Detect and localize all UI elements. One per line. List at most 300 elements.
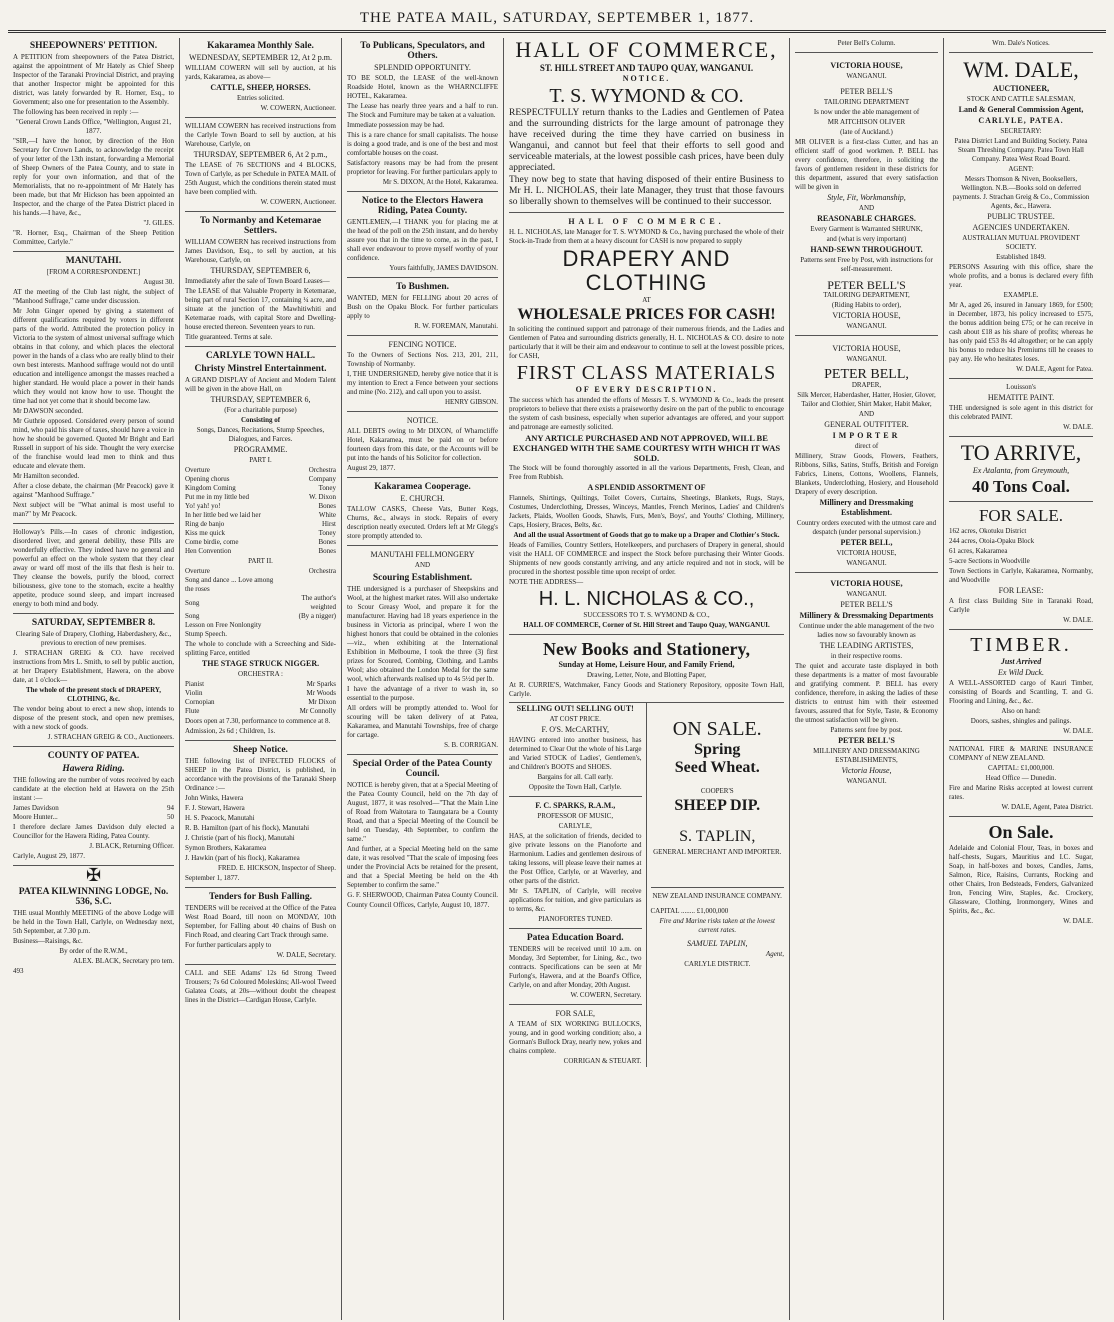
manutahi-paragraph: After a close debate, the chairman (Mr Peacock) gave it against "Manhood Suffrage." [13,482,174,499]
sparks-prof: PROFESSOR OF MUSIC, [537,812,614,820]
publicans-paragraph: Satisfactory reasons may be had from the present proprietor for leaving. For further particulars apply to [347,159,498,176]
column-4 [504,38,790,1320]
cooperage-title: Kakaramea Cooperage. [374,482,471,492]
auctioneer: AUCTIONEER, [992,84,1050,93]
normanby-after: Immediately after the sale of Town Board Leases— [185,277,330,285]
divider [347,477,498,478]
electors-sign: Yours faithfully, JAMES DAVIDSON. [389,264,498,272]
peter-bells: PETER BELL'S [838,736,895,745]
divider [509,212,784,213]
council-sign: G. F. SHERWOOD, Chairman Patea County Council. [347,891,498,899]
fellmongery-and: AND [414,561,431,569]
columns [8,38,1106,1320]
successors: SUCCESSORS TO T. S. WYMOND & CO., [583,611,710,619]
table-row [185,594,336,612]
instrument: Cornopian [185,698,215,706]
divider [185,964,336,965]
fellmongery-paragraph: All orders will be promptly attended to. Wool for scouring will be taken delivery of at Patea, Kakaramea, and Manutahi Townships, free of charge for cartage. [347,704,498,739]
council-title: Special Order of the Patea County Council. [352,759,493,779]
wymond-name: T. S. WYMOND & CO. [549,85,744,107]
cooperage-name: E. CHURCH. [400,494,445,503]
sheep-notice-body: THE following list of INFECTED FLOCKS of SHEEP in the Patea District, is published, in accordance with the provisions of the Taranaki Sheep Ordinance :— [185,757,336,792]
townhall-title: CARLYLE TOWN HALL. [205,351,316,361]
strachan-sign: J. STRACHAN GREIG & CO., Auctioneers. [47,733,174,741]
samuel-taplin: SAMUEL TAPLIN, [686,939,748,948]
divider [651,887,785,888]
aitchison-late: (late of Auckland.) [840,128,893,136]
kakaramea-sign: W. COWERN, Auctioneer. [260,104,336,112]
county-title: COUNTY OF PATEA. [47,751,140,761]
candidate-votes: 50 [167,813,174,821]
divider [795,572,938,573]
capital-value: £1,000,000 [696,907,729,915]
forsale-body: A TEAM of SIX WORKING BULLOCKS, young, and in good working condition; also, a Gorman's Bullock Dray, nearly new, yokes and chains complete. [509,1020,642,1055]
list-item: John Winks, Hawera [185,794,244,802]
programme-performer: W. Dixon [309,493,336,501]
nz-insurance: NEW ZEALAND INSURANCE COMPANY. [652,892,782,900]
table-row [185,529,336,538]
divider [949,378,1093,379]
sparks-body: HAS, at the solicitation of friends, decided to give private lessons on the Pianoforte and Harmonium. Ladies and gentlemen desirous of taking lessons, will please leave their names at the Post Office, Carlyle, or at Waverley, and other parts of the district. [509,832,642,885]
selling-title: SELLING OUT! SELLING OUT! [516,704,634,713]
on-sale-heading: On Sale. [988,822,1054,842]
sparks-tuned: PIANOFORTES TUNED. [538,915,613,923]
doors-sashes: Doors, sashes, shingles and palings. [970,717,1072,725]
council-office: County Council Offices, Carlyle, August 10, 1877. [347,901,490,909]
wanganui: WANGANUI. [846,777,887,785]
electors-body: GENTLEMEN,—I THANK you for placing me at the head of the poll on the 25th instant, and do hereby assure you that in the time to come, as in the past, I shall ever endeavour to prove myself worthy of your confidence. [347,218,498,262]
kakaramea-entries: Entries solicited. [236,94,285,102]
just-arrived: Just Arrived [1000,657,1042,666]
fire-marine: Fire and Marine risks taken at the lowest current rates. [659,917,775,934]
divider [347,191,498,192]
education-title: Patea Education Board. [526,933,624,943]
reasonable-charges: REASONABLE CHARGES. [817,214,916,223]
sheep-dip-heading: SHEEP DIP. [674,797,761,814]
divider [13,251,174,252]
list-item: Symon Brothers, Kakaramea [185,844,267,852]
lodge-business: Business—Raisings, &c. [13,937,83,945]
notice-date: August 29, 1877. [347,464,396,472]
fellmongery-sign: S. B. CORRIGAN. [444,741,498,749]
success-text: The success which has attended the efforts of Messrs T. S. WYMOND & Co., leads the present proprietors to believe that there exists a praiseworthy desire on the part of the public to encourage the system of cash business, especially when superior advantages are offered, and your support and patronage are earnestly solicited. [509,396,784,431]
votes-table [13,804,174,822]
divider [795,52,938,53]
table-row [185,547,336,556]
dale-agent: W. DALE, Agent, Patea District. [1001,803,1093,811]
lower-split [509,702,784,1067]
letter-to: "R. Horner, Esq., Chairman of the Sheep Petition Committee, Carlyle." [13,229,174,246]
first-class-heading: FIRST CLASS MATERIALS [516,362,777,384]
manutahi-paragraph: AT the meeting of the Club last night, the subject of "Manhood Suffrage," came under discussion. [13,288,174,305]
kakaramea-items: CATTLE, SHEEP, HORSES. [210,83,311,92]
quiet-taste: The quiet and accurate taste displayed in both these departments is a matter of most favourable and gratifying comment. P. BELL has every confidence, therefore, in asking the ladies of these districts to entrust him with their esteemed favours, assured that for Style, Taste, & Economy the utmost satisfaction will be given. [795,662,938,724]
bush-title: Tenders for Bush Falling. [209,892,312,902]
education-sign: W. COWERN, Secretary. [570,991,642,999]
dale-agent: W. DALE, Agent for Patea. [1016,365,1093,373]
cowern-date: THURSDAY, SEPTEMBER 6, At 2 p.m., [193,150,328,159]
louisson: Louisson's [1006,383,1036,391]
peter-column-title: Peter Bell's Column. [837,39,896,47]
programme-item: Stump Speech. [185,630,227,638]
hematite: HEMATITE PAINT. [987,393,1055,402]
fencing-sign: HENRY GIBSON. [444,398,498,406]
respective: in their respective rooms. [830,652,903,660]
manutahi-paragraph: Mr Hamilton seconded. [13,472,80,480]
timber-body: A WELL-ASSORTED cargo of Kauri Timber, consisting of Boards and Scantling, T. and G. Flooring and Lining, &c., &c. [949,679,1093,705]
fellmongery-body: THE undersigned is a purchaser of Sheepskins and Wool, at the highest market rates. Will also undertake to Scour Greasy Wool, and prepare it for the manufacturer. Having had 18 years experience in the business in Victoria as principal, where I won the highest honors that could be obtained in the colonies —viz., when exhibiting at the International Exhibition in Melbourne, I took the three (3) first prizes for Scoured, Combing, Clothing, and Lambs Wool; also obtained the London Medal for the same wool, which afterwards realised up to 4s 5½d per lb. [347,585,498,683]
forsale-title: FOR SALE, [555,1009,596,1018]
publicans-paragraph: Immediate possession may be had. [347,121,445,129]
programme-item: Kiss me quick [185,529,226,537]
list-item: 162 acres, Okotuku District [949,527,1027,535]
and-label: AND [858,410,875,418]
hematite-body: THE undersigned is sole agent in this district for this celebrated PAINT. [949,404,1093,421]
divider [185,740,336,741]
petition-intro: A PETITION from sheepowners of the Patea District, against the appointment of Mr Hately as Chief Sheep Inspector of the Taranaki Provincial District, and praying that another Inspector might be appointed for this district, was lately forwarded by R. Horner, Esq., to Government; also one for presentation to the Assembly. [13,53,174,106]
programme-performer: Bones [318,538,336,546]
programme-performer: Bones [318,502,336,510]
splendid-assortment: A SPLENDID ASSORTMENT OF [587,483,706,492]
programme-performer: Orchestra [308,466,336,474]
bushmen-body: WANTED, MEN for FELLING about 20 acres of Bush on the Opaku Block. For further particulars apply to [347,294,498,320]
taplin-sub: GENERAL MERCHANT AND IMPORTER. [653,848,782,856]
sparks-name: F. C. SPARKS, R.A.M., [535,801,616,810]
hawera-title: Hawera Riding. [62,764,125,774]
programme-item: Hen Convention [185,547,232,555]
victoria-house: VICTORIA HOUSE, [830,579,903,588]
patterns: Patterns sent Free by Post, with instructions for self-measurement. [800,256,933,273]
divider [949,436,1093,437]
for-lease: FOR LEASE: [998,586,1044,595]
every-description: OF EVERY DESCRIPTION. [575,385,718,394]
selling-sub: AT COST PRICE. [549,715,601,723]
programme-table [185,567,336,639]
lower-right [647,703,785,1067]
column-1 [8,38,180,1320]
fellmongery-title: MANUTAHI FELLMONGERY [370,550,475,559]
any-article: ANY ARTICLE PURCHASED AND NOT APPROVED, WILL BE EXCHANGED WITH THE SAME COURTESY WITH WHICH IT WAS SOLD. [512,433,781,463]
agent-list: Messrs Thomson & Niven, Booksellers, Wellington. N.B.—Books sold on deferred payments. J. Strachan Greig & Co., Commission Agents, &c., Hawera. [952,175,1090,210]
table-row [185,475,336,484]
general-outfitter: GENERAL OUTFITTER. [824,420,909,429]
letter-head: "General Crown Lands Office, "Wellington, August 21, 1877. [15,118,172,135]
fellmongery-paragraph: I have the advantage of a river to wash in, so essential to the purpose. [347,685,498,702]
letter-sign: "J. GILES. [143,219,174,227]
orchestra-title: ORCHESTRA : [238,670,283,678]
usual-assortment: And all the usual Assortment of Goods that go to make up a Draper and Clothier's Stock. [513,531,780,539]
education-body: TENDERS will be received until 10 a.m. on Monday, 3rd September, for Lining, &c., two contracts. Specifications can be seen at Mr Furlong's, Hawera, and at the Board's Office, Carlyle, on and after Monday, 20th August. [509,945,642,989]
table-row [185,502,336,511]
agencies: AGENCIES UNDERTAKEN. [972,223,1070,232]
opposite: Opposite the Town Hall, Carlyle. [528,783,622,791]
carlyle-district: CARLYLE DISTRICT. [684,960,751,968]
letter-body: "SIR,—I have the honor, by direction of the Hon Secretary for Crown Lands, to acknowledge the receipt of your letter of the 13th instant, forwarding a Memorial of Sheep Owners of the Patea County, and to state in reply for your own information, and that of the Memorialists, that no re-appointment of Mr Hately has been made, but that Mr Hickson has been appointed an Inspector, and the charge of the Patea District placed in his hands.—I have, &c., [13,137,174,217]
lodge-body: THE usual Monthly MEETING of the above Lodge will be held in the Town Hall, Carlyle, on Wednesday next, 5th September, at 7.30 p.m. [13,909,174,935]
style-fit: Style, Fit, Workmanship, [827,193,906,202]
tailoring-dept: TAILORING DEPARTMENT, [823,291,910,299]
minstrel-body: A GRAND DISPLAY of Ancient and Modern Talent will be given in the above Hall, on [185,376,336,393]
list-item: J. Hawkin (part of his flock), Kakaramea [185,854,300,862]
manutahi-paragraph: Mr DAWSON seconded. [13,407,84,415]
table-row [185,689,336,698]
books-sub: Sunday at Home, Leisure Hour, and Family Friend, [558,660,735,669]
lease-body: A first class Building Site in Taranaki Road, Carlyle [949,597,1093,614]
bush-body: TENDERS will be received at the Office of the Patea West Road Board, till noon on MONDAY, 10th September, for Falling about 40 chains of Bush on Finch Road, and clearing Cart Track through same. [185,904,336,939]
table-row [185,511,336,520]
draper: DRAPER, [851,381,882,389]
programme-item: Kingdom Coming [185,484,236,492]
peter-bell: PETER BELL, [824,367,909,382]
leading-artistes: THE LEADING ARTISTES, [819,641,914,650]
fencing-to: To the Owners of Sections Nos. 213, 201, 211, Township of Normanby. [347,351,498,368]
country-orders: Country orders executed with the utmost care and despatch (under personal supervision.) [796,519,937,536]
manutahi-date: August 30. [143,278,174,286]
sparks-town: CARLYLE, [558,822,592,830]
column-2 [180,38,342,1320]
books-title: New Books and Stationery, [542,639,751,659]
dale-sign: W. DALE. [1063,917,1093,925]
divider [949,740,1093,741]
public-trustee: PUBLIC TRUSTEE. [987,212,1055,221]
hand-sewn: HAND-SEWN THROUGHOUT. [810,245,923,254]
hall-title: HALL OF COMMERCE, [515,38,778,62]
programme-performer [282,621,336,630]
programme-end: The whole to conclude with a Screeching and Side-splitting Farce, entitled [185,640,336,657]
divider [949,52,1093,53]
forsale-sign: CORRIGAN & STEUART. [563,1057,642,1065]
also-hand: Also on hand: [1001,707,1041,715]
land-agent: Land & General Commission Agent, [958,105,1084,114]
minstrel-consisting: Consisting of [240,416,281,424]
publicans-body: TO BE SOLD, the LEASE of the well-known Roadside Hotel, known as the WHARNCLIFFE HOTEL, Kakaramea. [347,74,498,100]
lower-left [509,703,647,1067]
hall-subtitle: HALL OF COMMERCE. [568,217,725,226]
list-item: J. Christie (part of his flock), Manutahi [185,834,295,842]
list-item: 5-acre Sections in Woodville [949,557,1030,565]
importer: IMPORTER [832,431,901,440]
manutahi-correspondent: [FROM A CORRESPONDENT.] [46,268,141,276]
programme-item: Song [185,612,200,620]
divider [509,796,642,797]
divider [13,746,174,747]
manutahi-paragraph: Mr Guthrie opposed. Considered every person of sound mind, who paid his share of taxes, should have a voice in how he should be governed. Quoted Mr Bright and Earl Russell in support of his side. Thought the very exercise of the franchise would lead men to think and thus educate and elevate them. [13,417,174,470]
table-row [185,576,336,594]
tailoring: TAILORING DEPARTMENT [823,98,910,106]
programme-performer: Toney [318,529,336,537]
table-row [185,680,336,689]
victoria-house: VICTORIA HOUSE, [830,61,903,70]
list-item: R. B. Hamilton (part of his flock), Manutahi [185,824,310,832]
fencing-body: I, THE UNDERSIGNED, hereby give notice that it is my intention to Erect a Fence between your sections and mine (No. 212), and call upon you to assist. [347,370,498,396]
peter-bells: PETER BELL'S [840,600,893,609]
council-paragraph: And further, at a Special Meeting held on the same date, it was resolved "That the scale of imposing fees under the Provincial Acts be retained for the present, and that a Special Meeting be held on the 4th September to confirm the same." [347,845,498,889]
millinery-dress: Millinery and Dressmaking Establishment. [819,498,914,517]
normanby-date: THURSDAY, SEPTEMBER 6, [210,266,311,275]
minstrel-charity: (For a charitable purpose) [224,406,297,414]
programme-title: PROGRAMME. [233,445,288,454]
stock-agent: STOCK AND CATTLE SALESMAN, [966,95,1076,103]
capital-row: CAPITAL ........ £1,000,000 [650,907,729,915]
divider [185,887,336,888]
and-label: AND [858,204,875,212]
kakaramea-body: WILLIAM COWERN will sell by auction, at his yards, Kakaramea, as above— [185,64,336,81]
candidate-name: James Davidson [13,804,59,812]
minstrel-title: Christy Minstrel Entertainment. [194,364,327,374]
programme-performer: (By a nigger) [298,612,336,620]
agent-label: Agent, [765,950,784,958]
sheep-date: September 1, 1877. [185,874,240,882]
head-office: Head Office — Dunedin. [985,774,1057,782]
to-arrive: TO ARRIVE, [960,440,1082,465]
sheep-sign: FRED. E. HICKSON, Inspector of Sheep. [217,864,336,872]
persons-text: PERSONS Assuring with this office, share the whole profits, and a bonus is declared every fifth year. [949,263,1093,289]
on-sale-heading: ON SALE. [672,718,762,740]
bushmen-title: To Bushmen. [396,282,449,292]
saturday-sub: Clearing Sale of Drapery, Clothing, Haberdashery, &c., previous to erection of new premises. [15,630,172,647]
capital-label: CAPITAL [650,907,680,915]
bush-sign: W. DALE, Secretary. [276,951,336,959]
footer-number: 493 [13,967,24,975]
victoria-house: Victoria House, [841,766,892,775]
books-sub2: Drawing, Letter, Note, and Blotting Paper, [587,671,706,679]
petition-title: SHEEPOWNERS' PETITION. [29,41,158,51]
petition-reply-intro: The following has been received in reply :— [13,108,139,116]
fencing-title: FENCING NOTICE. [388,340,457,349]
instrument: Violin [185,689,203,697]
oliver-body: MR OLIVER is a first-class Cutter, and has an efficient staff of good workmen. P. BELL has every confidence, therefore, in soliciting the favors of gentlemen resident in these districts for this department, assured that every satisfaction will be given in [795,138,938,191]
millinery-list: Millinery, Straw Goods, Flowers, Feathers, Ribbons, Silks, Satins, Stuffs, British and Foreign Fabrics, Linens, Cottons, Woollens, Flannels, Blankets, Underclothing, Hosiery, and Household Drapery of every description. [795,452,938,496]
candidate-votes: 94 [167,804,174,812]
silk-mercer: Silk Mercer, Haberdasher, Hatter, Hosier, Glover, Tailor and Clothier, Shirt Maker, Habit Maker, [797,391,936,408]
divider [13,523,174,524]
programme-performer: Bones [318,547,336,555]
programme-item: Song and dance ... Love among the roses [185,576,274,593]
programme-item: Overture [185,567,210,575]
capital: CAPITAL: £1,000,000. [988,764,1054,772]
victoria-house: VICTORIA HOUSE, [832,344,901,353]
peter-bell: PETER BELL'S [840,87,893,96]
manutahi-paragraph: Mr John Ginger opened by giving a statement of different qualifications required by voters in different parts of the world. Attributed the protection policy in Victoria to the system of almost universal suffrage which obtains in that colony, and which places the electoral power in the hands of a class who are really blind to their own best interests. Manhood suffrage would not do until education and intelligence amongst the masses reached a higher standard. He would place a power in their hands which they would not know how to use. Thought the time had not yet come that it should become law. [13,307,174,405]
dale-sign: W. DALE. [1063,616,1093,624]
programme-item: Song [185,598,200,607]
table-row [185,538,336,547]
peter-bells: PETER BELL'S [827,278,906,292]
wholesale-heading: WHOLESALE PRICES FOR CASH! [517,306,776,323]
cowern-lease: The LEASE of 76 SECTIONS and 4 BLOCKS, Town of Carlyle, as per Schedule in PATEA MAIL of 25th August, which the conditions therein stated must have been complied with. [185,161,336,196]
table-row [185,630,336,639]
table-row [185,520,336,529]
normanby-title: To Normanby and Ketemarae Settlers. [199,216,322,236]
programme-item: Opening chorus [185,475,230,483]
publicans-title: To Publicans, Speculators, and Others. [360,41,485,61]
millinery-establishments: MILLINERY AND DRESSMAKING ESTABLISHMENTS, [813,747,920,764]
lodge-sign: ALEX. BLACK, Secretary pro tem. [73,957,174,965]
divider [185,346,336,347]
strachan-body: J. STRACHAN GREIG & CO. have received instructions from Mrs L. Smith, to sell by public auction, at her Drapery Establishment, Hawera, on the above date, at 1 o'clock— [13,649,174,684]
divider [509,928,642,929]
table-row [185,698,336,707]
note-address: NOTE THE ADDRESS— [509,578,584,586]
cowern-body: WILLIAM COWERN has received instructions from the Carlyle Town Board to sell by auction, at his Warehouse, Carlyle, on [185,122,336,148]
hall-corner: HALL OF COMMERCE, Corner of St. Hill Street and Taupo Quay, WANGANUI. [523,621,770,629]
manutahi-paragraph: Next subject will be "What animal is most useful to man?" by Mr Peacock. [13,501,174,518]
divider [347,335,498,336]
tailoring-body: Is now under the able management of [813,108,920,116]
table-row [185,612,336,621]
soliciting-text: In soliciting the continued support and patronage of their numerous friends, and the Ladies and Gentlemen of Patea and surrounding districts generally, H. L. NICHOLAS & CO. desire to note particularly that it will be their aim and endeavour to continue to sell at the lowest possible prices, for CASH, [509,325,784,360]
divider [795,335,938,336]
programme-performer: Toney [318,484,336,492]
dale-sign: W. DALE. [1063,423,1093,431]
lodge-emblem-icon: ✠ [85,865,102,885]
continue-text: Continue under the able management of the two ladies now so favourably known as [799,622,934,639]
strachan-note: The vendor being about to erect a new shop, intends to dispose of the present stock, and open new premises, with a new stock of goods. [13,705,174,731]
spring-heading: Spring [694,741,741,758]
column-6 [944,38,1098,1320]
stock-line: The Stock will be found thoroughly assorted in all the various Departments, Fresh, Clean, and Free from Rubbish. [509,464,784,481]
agent-label: AGENT: [1008,165,1034,173]
divider [347,277,498,278]
victoria-house: VICTORIA HOUSE, [836,549,897,557]
timber-heading: TIMBER. [970,634,1072,656]
programme-performer [282,630,336,639]
notice-body: ALL DEBTS owing to Mr DIXON, of Wharncliffe Hotel, Kakaramea, must be paid on or before fourteen days from this date, or the Accounts will be put into the hands of his Solicitor for collection. [347,427,498,462]
normanby-body: WILLIAM COWERN has received instructions from James Davidson, Esq., to sell by auction, at his Warehouse, Carlyle, on [185,238,336,264]
divider [509,634,784,635]
dale-sign: W. DALE. [1063,727,1093,735]
wymond-paragraph: They now beg to state that having disposed of their entire Business to Mr H. L. NICHOLAS, their late Manager, they trust that those favours so liberally shown to themselves will be continued to their successor. [509,175,784,207]
programme-performer: White [318,511,336,519]
wanganui: WANGANUI. [846,322,887,330]
list-item: 244 acres, Otoia-Opaku Block [949,537,1035,545]
example-body: Mr A, aged 26, insured in January 1869, for £500; in December, 1873, his policy increased to £575, the bonus addition being £75; or he can receive in cash about £18 as his share of profits; whereas he has only paid £53 8s 4d altogether; or he can apply his bonus to reduce his Premiums till he ceases to pay any. He who hesitates loses. [949,301,1093,363]
musician: Mr Sparks [306,680,336,688]
list-item: H. S. Peacock, Manutahi [185,814,255,822]
programme-item: Yo! yah! yo! [185,502,221,510]
sheep-notice-title: Sheep Notice. [233,745,288,755]
bush-partic: For further particulars apply to [185,941,272,949]
divider [347,411,498,412]
bushmen-sign: R. W. FOREMAN, Manutahi. [414,322,498,330]
column-3 [342,38,504,1320]
divider [185,117,336,118]
important: and (what is very important) [826,235,907,243]
at-label: AT [642,296,651,304]
fire-risks: Fire and Marine Risks accepted at lowest current rates. [949,784,1093,801]
divider [13,613,174,614]
table-row [185,484,336,493]
mccarthy-name: F. O'S. McCARTHY, [541,725,610,734]
list-item: F. J. Stewart, Hawera [185,804,245,812]
dale-notices-title: Wm. Dale's Notices. [992,39,1050,47]
wanganui: WANGANUI. [846,590,887,598]
farce-title: THE STAGE STRUCK NIGGER. [201,659,320,668]
riding-habits: (Riding Habits to order), [831,301,902,309]
adams-ad: CALL and SEE Adams' 12s 6d Strong Tweed Trousers; 7s 6d Coloured Moleskins; All-wool Tweed Galatea Coats, at 20s—without doubt the cheapest lines in the District—Cardigan House, Carlyle. [185,969,336,1004]
programme-item: Put me in my little bed [185,493,249,501]
established: Established 1849. [996,253,1046,261]
patterns-free: Patterns sent free by post. [830,726,903,734]
kakaramea-title: Kakaramea Monthly Sale. [207,41,314,51]
masthead: THE PATEA MAIL, SATURDAY, SEPTEMBER 1, 1877. [8,6,1106,33]
notice-title: NOTICE. [406,416,439,425]
ex-atalanta: Ex Atalanta, from Greymouth, [972,466,1070,475]
programme-part: PART I. [249,456,272,464]
cooperage-body: TALLOW CASKS, Cheese Vats, Butter Kegs, Churns, &c., always in stock. Repairs of every description neatly executed. Orders left at Mr Glegg's store promptly attended to. [347,505,498,540]
table-row [185,493,336,502]
hawera-date: Carlyle, August 29, 1877. [13,852,85,860]
